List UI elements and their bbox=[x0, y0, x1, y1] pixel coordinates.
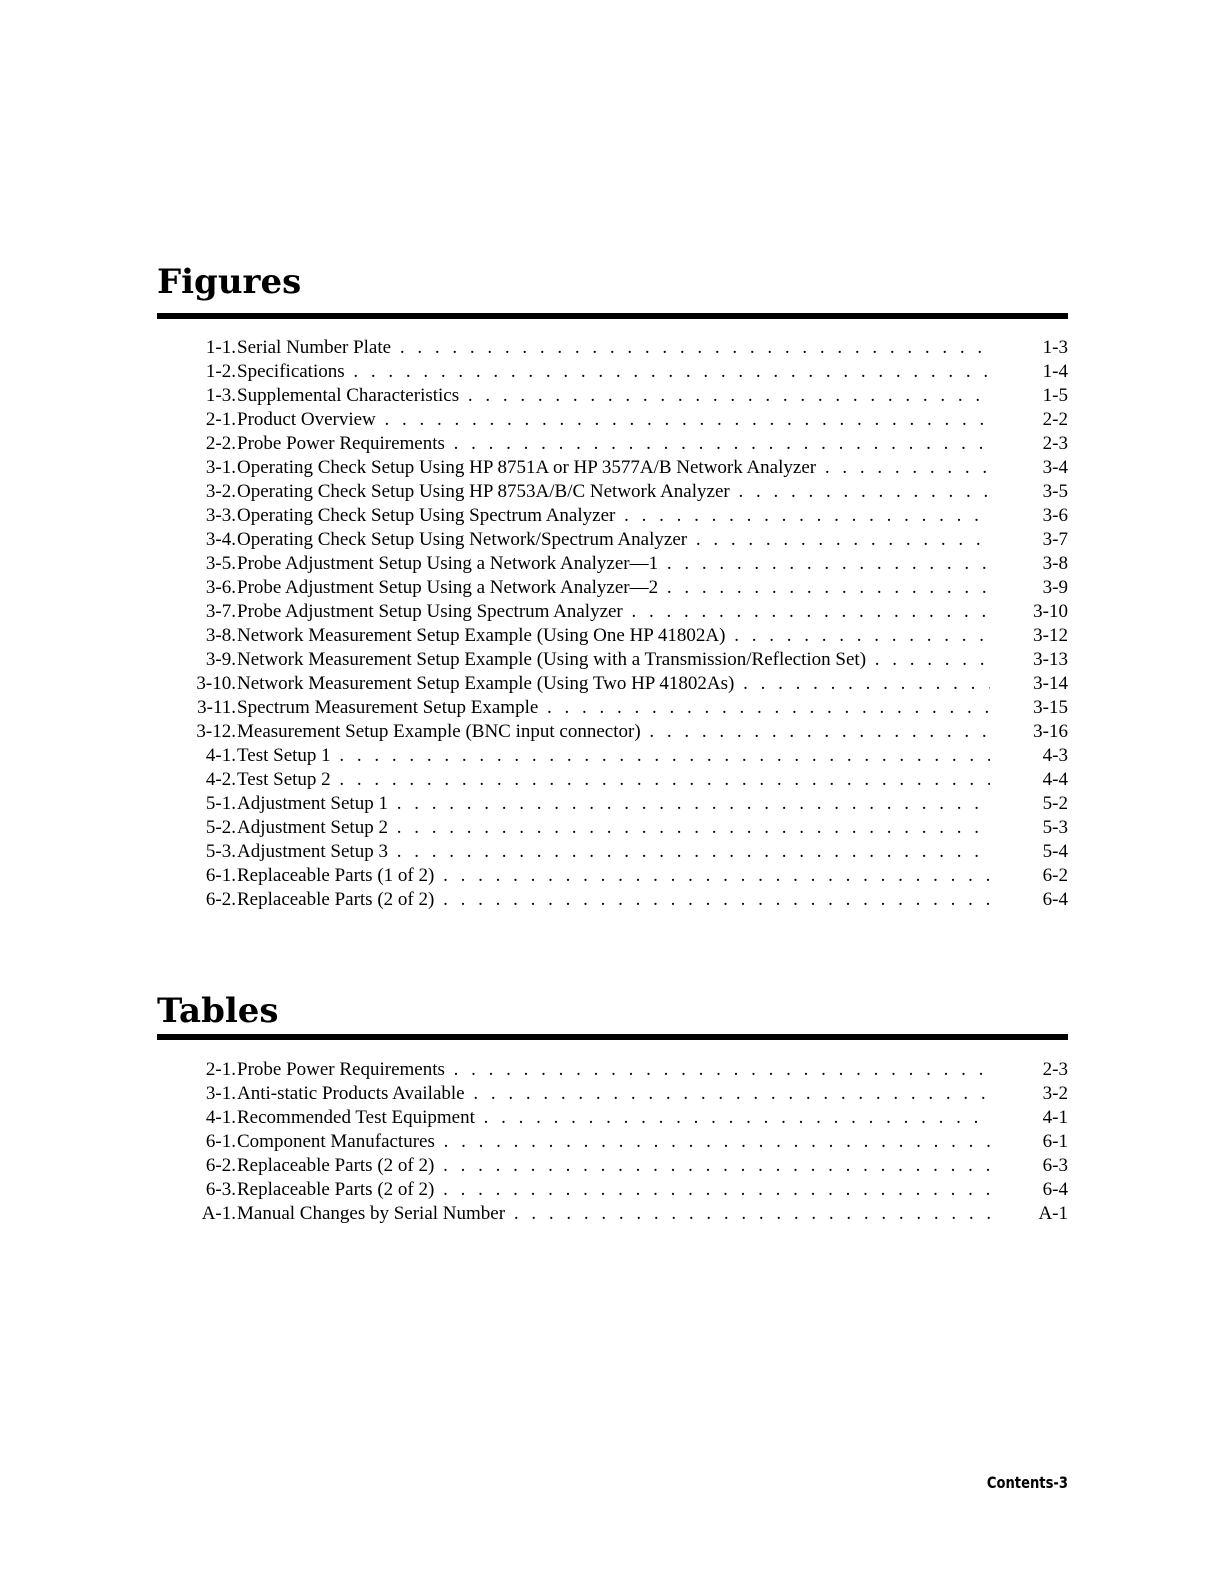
entry-title: Manual Changes by Serial Number . . . bbox=[237, 1202, 990, 1226]
entry-page: 5-4 bbox=[1042, 841, 1068, 862]
entry-page: 2-2 bbox=[1042, 409, 1068, 430]
entry-page: 6-3 bbox=[1042, 1155, 1068, 1176]
entry-title: Adjustment Setup 2 . . . bbox=[237, 816, 990, 840]
entry-number: 4-2. bbox=[205, 769, 236, 790]
entry-title: Probe Adjustment Setup Using Spectrum Analyzer . . . bbox=[237, 600, 990, 624]
entry-page: A-1 bbox=[1038, 1203, 1068, 1224]
entry-title: Operating Check Setup Using HP 8753A/B/C Network Analyzer . . . bbox=[237, 480, 990, 504]
entry-title: Replaceable Parts (2 of 2) . . . bbox=[237, 1178, 990, 1202]
table-entry[interactable] bbox=[157, 1058, 1068, 1082]
entry-number: 3-9. bbox=[205, 649, 236, 670]
entry-title: Replaceable Parts (2 of 2) . . . bbox=[237, 1154, 990, 1178]
entry-title: Operating Check Setup Using Spectrum Analyzer . . . bbox=[237, 504, 990, 528]
entry-page: 4-1 bbox=[1042, 1107, 1068, 1128]
entry-title: Network Measurement Setup Example (Using One HP 41802A) . . . bbox=[237, 624, 990, 648]
entry-page: 3-7 bbox=[1042, 529, 1068, 550]
entry-page: 3-10 bbox=[1033, 601, 1068, 622]
entry-number: 5-1. bbox=[205, 793, 236, 814]
figure-entry[interactable] bbox=[157, 528, 1068, 552]
page-footer: Contents-3 bbox=[986, 1473, 1068, 1492]
entry-title: Test Setup 1 . . . bbox=[237, 744, 990, 768]
entry-number: 3-6. bbox=[205, 577, 236, 598]
entry-title: Spectrum Measurement Setup Example . . . bbox=[237, 696, 990, 720]
figure-entry[interactable] bbox=[157, 336, 1068, 360]
entry-title: Component Manufactures . . . bbox=[237, 1130, 990, 1154]
entry-page: 2-3 bbox=[1042, 1059, 1068, 1080]
tables-list bbox=[157, 1058, 1068, 1226]
entry-title: Adjustment Setup 3 . . . bbox=[237, 840, 990, 864]
entry-number: 3-8. bbox=[205, 625, 236, 646]
entry-title: Measurement Setup Example (BNC input connector) . . . bbox=[237, 720, 990, 744]
entry-number: 6-2. bbox=[205, 1155, 236, 1176]
entry-number: 3-10. bbox=[196, 673, 236, 694]
entry-page: 3-5 bbox=[1042, 481, 1068, 502]
entry-page: 6-2 bbox=[1042, 865, 1068, 886]
entry-number: 3-2. bbox=[205, 481, 236, 502]
entry-number: 3-11. bbox=[197, 697, 236, 718]
figure-entry[interactable] bbox=[157, 672, 1068, 696]
entry-page: 6-4 bbox=[1042, 1179, 1068, 1200]
entry-title: Replaceable Parts (1 of 2) . . . bbox=[237, 864, 990, 888]
entry-page: 4-3 bbox=[1042, 745, 1068, 766]
entry-title: Supplemental Characteristics . . . bbox=[237, 384, 990, 408]
figure-entry[interactable] bbox=[157, 840, 1068, 864]
entry-page: 5-3 bbox=[1042, 817, 1068, 838]
figure-entry[interactable] bbox=[157, 624, 1068, 648]
entry-number: 6-2. bbox=[205, 889, 236, 910]
entry-number: 3-7. bbox=[205, 601, 236, 622]
entry-title: Replaceable Parts (2 of 2) . . . bbox=[237, 888, 990, 912]
figure-entry[interactable] bbox=[157, 744, 1068, 768]
entry-page: 6-4 bbox=[1042, 889, 1068, 910]
entry-number: 2-2. bbox=[205, 433, 236, 454]
entry-number: 4-1. bbox=[205, 1107, 236, 1128]
figures-rule bbox=[157, 313, 1068, 319]
tables-heading: Tables bbox=[157, 991, 279, 1031]
entry-page: 6-1 bbox=[1042, 1131, 1068, 1152]
entry-title: Operating Check Setup Using Network/Spectrum Analyzer . . . bbox=[237, 528, 990, 552]
entry-page: 3-14 bbox=[1033, 673, 1068, 694]
entry-title: Probe Power Requirements . . . bbox=[237, 1058, 990, 1082]
figure-entry[interactable] bbox=[157, 480, 1068, 504]
entry-number: 6-3. bbox=[205, 1179, 236, 1200]
entry-page: 5-2 bbox=[1042, 793, 1068, 814]
entry-number: 3-4. bbox=[205, 529, 236, 550]
table-entry[interactable] bbox=[157, 1178, 1068, 1202]
entry-number: 5-2. bbox=[205, 817, 236, 838]
figure-entry[interactable] bbox=[157, 768, 1068, 792]
entry-number: 3-1. bbox=[205, 1083, 236, 1104]
entry-number: 1-1. bbox=[205, 337, 236, 358]
entry-title: Network Measurement Setup Example (Using Two HP 41802As) . . . bbox=[237, 672, 990, 696]
entry-title: Network Measurement Setup Example (Using with a Transmission/Reflection Set) . . . bbox=[237, 648, 990, 672]
figure-entry[interactable] bbox=[157, 432, 1068, 456]
entry-number: A-1. bbox=[201, 1203, 236, 1224]
figure-entry[interactable] bbox=[157, 648, 1068, 672]
entry-title: Product Overview . . . bbox=[237, 408, 990, 432]
figure-entry[interactable] bbox=[157, 864, 1068, 888]
figure-entry[interactable] bbox=[157, 576, 1068, 600]
entry-title: Probe Adjustment Setup Using a Network Analyzer—1 . . . bbox=[237, 552, 990, 576]
entry-page: 3-13 bbox=[1033, 649, 1068, 670]
figure-entry[interactable] bbox=[157, 816, 1068, 840]
entry-number: 1-2. bbox=[205, 361, 236, 382]
entry-title: Operating Check Setup Using HP 8751A or HP 3577A/B Network Analyzer . . . bbox=[237, 456, 990, 480]
entry-number: 1-3. bbox=[205, 385, 236, 406]
tables-rule bbox=[157, 1034, 1068, 1040]
table-entry[interactable] bbox=[157, 1082, 1068, 1106]
entry-title: Recommended Test Equipment . . . bbox=[237, 1106, 990, 1130]
entry-title: Adjustment Setup 1 . . . bbox=[237, 792, 990, 816]
entry-page: 3-6 bbox=[1042, 505, 1068, 526]
figure-entry[interactable] bbox=[157, 384, 1068, 408]
entry-number: 5-3. bbox=[205, 841, 236, 862]
figure-entry[interactable] bbox=[157, 504, 1068, 528]
figure-entry[interactable] bbox=[157, 600, 1068, 624]
entry-number: 3-1. bbox=[205, 457, 236, 478]
entry-number: 3-12. bbox=[196, 721, 236, 742]
entry-page: 1-4 bbox=[1042, 361, 1068, 382]
figure-entry[interactable] bbox=[157, 696, 1068, 720]
entry-title: Test Setup 2 . . . bbox=[237, 768, 990, 792]
entry-number: 3-3. bbox=[205, 505, 236, 526]
figure-entry[interactable] bbox=[157, 720, 1068, 744]
entry-title: Specifications . . . bbox=[237, 360, 990, 384]
entry-number: 6-1. bbox=[205, 1131, 236, 1152]
table-entry[interactable] bbox=[157, 1202, 1068, 1226]
figures-heading: Figures bbox=[157, 262, 302, 302]
table-entry[interactable] bbox=[157, 1154, 1068, 1178]
entry-number: 3-5. bbox=[205, 553, 236, 574]
entry-title: Probe Power Requirements . . . bbox=[237, 432, 990, 456]
entry-title: Serial Number Plate . . . bbox=[237, 336, 990, 360]
figure-entry[interactable] bbox=[157, 408, 1068, 432]
entry-page: 3-16 bbox=[1033, 721, 1068, 742]
entry-page: 3-15 bbox=[1033, 697, 1068, 718]
entry-title: Anti-static Products Available . . . bbox=[237, 1082, 990, 1106]
entry-number: 4-1. bbox=[205, 745, 236, 766]
figure-entry[interactable] bbox=[157, 552, 1068, 576]
entry-title: Probe Adjustment Setup Using a Network Analyzer—2 . . . bbox=[237, 576, 990, 600]
figures-list bbox=[157, 336, 1068, 912]
entry-page: 3-9 bbox=[1042, 577, 1068, 598]
figure-entry[interactable] bbox=[157, 888, 1068, 912]
entry-page: 1-3 bbox=[1042, 337, 1068, 358]
figure-entry[interactable] bbox=[157, 456, 1068, 480]
entry-page: 3-12 bbox=[1033, 625, 1068, 646]
entry-number: 2-1. bbox=[205, 1059, 236, 1080]
table-entry[interactable] bbox=[157, 1106, 1068, 1130]
entry-page: 1-5 bbox=[1042, 385, 1068, 406]
figure-entry[interactable] bbox=[157, 792, 1068, 816]
entry-page: 4-4 bbox=[1042, 769, 1068, 790]
table-entry[interactable] bbox=[157, 1130, 1068, 1154]
entry-page: 2-3 bbox=[1042, 433, 1068, 454]
entry-number: 2-1. bbox=[205, 409, 236, 430]
entry-page: 3-8 bbox=[1042, 553, 1068, 574]
figure-entry[interactable] bbox=[157, 360, 1068, 384]
entry-page: 3-4 bbox=[1042, 457, 1068, 478]
entry-page: 3-2 bbox=[1042, 1083, 1068, 1104]
entry-number: 6-1. bbox=[205, 865, 236, 886]
